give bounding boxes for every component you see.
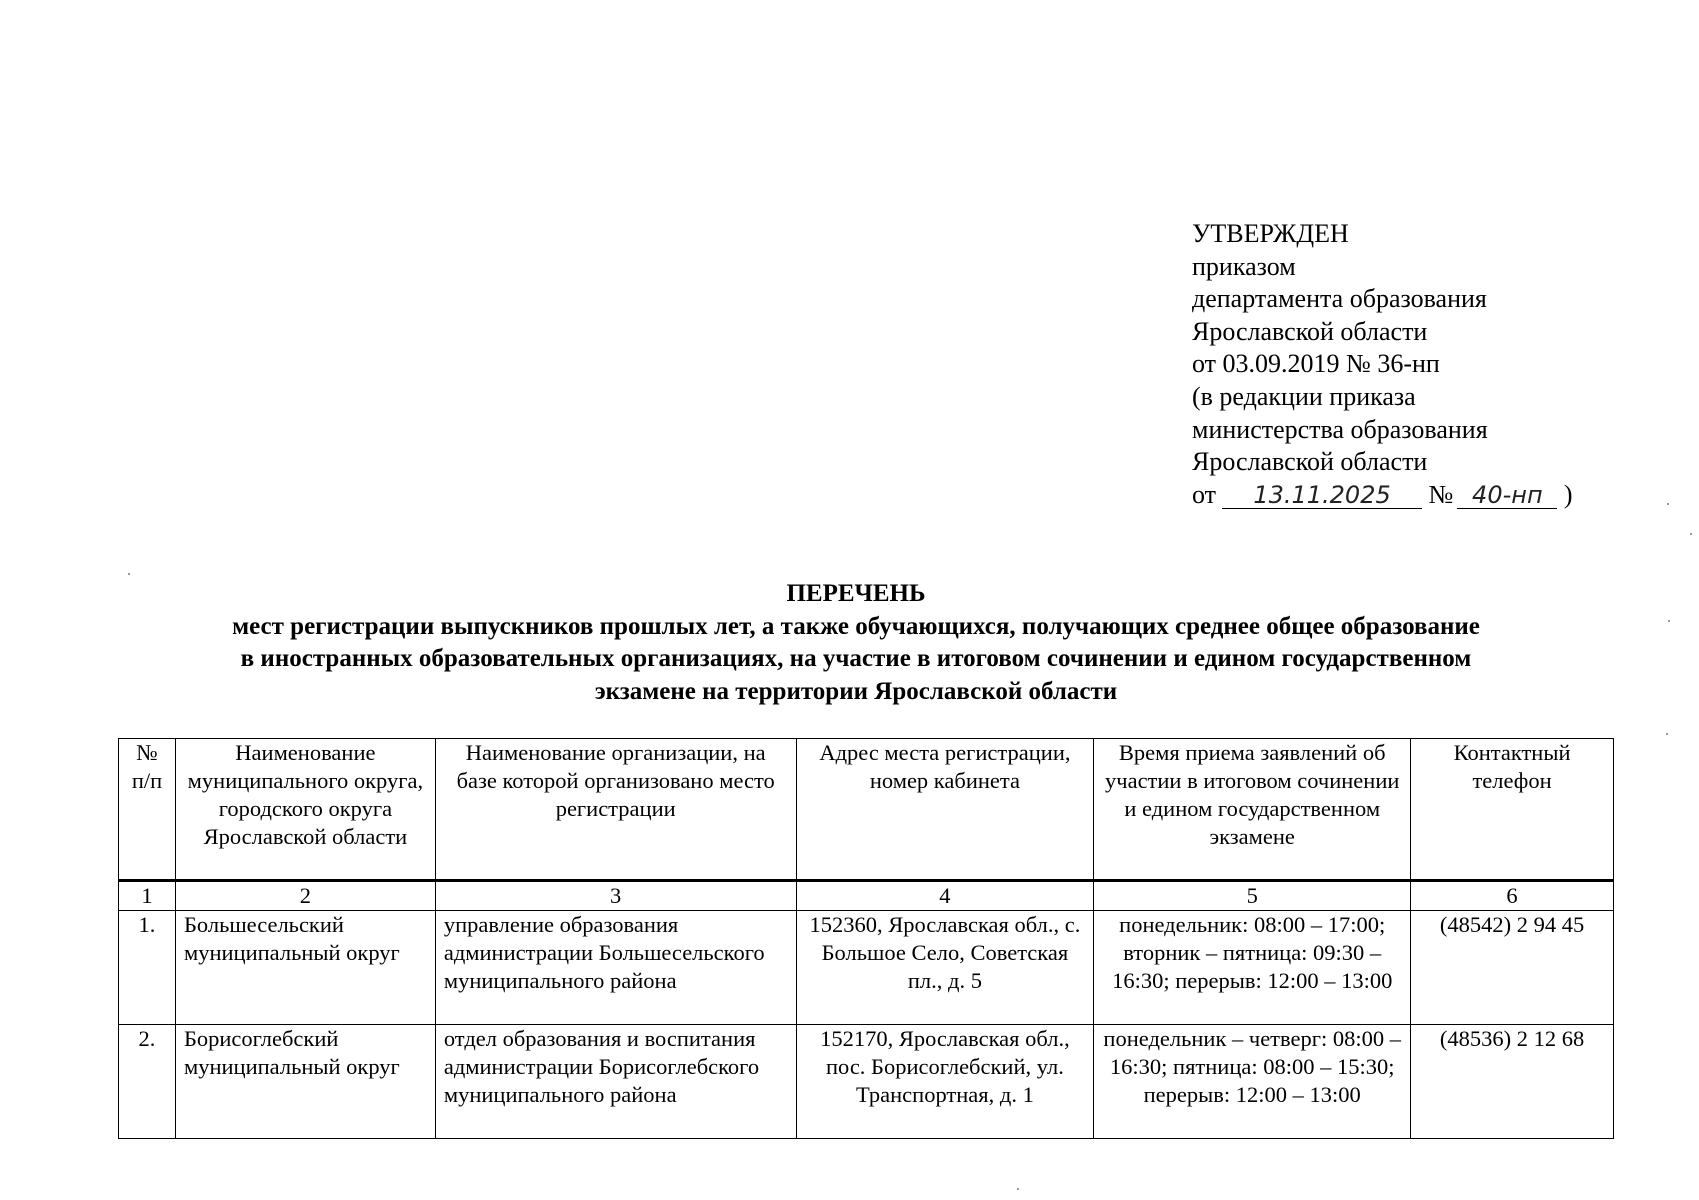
phone-cell: (48536) 2 12 68 (1411, 1025, 1614, 1139)
organization-cell: отдел образования и воспитания администрации Борисоглебского муниципального района (435, 1025, 796, 1139)
organization-cell: управление образования администрации Большесельского муниципального района (435, 911, 796, 1025)
title-heading: ПЕРЕЧЕНЬ (786, 580, 926, 607)
handwritten-date: 13.11.2025 (1222, 482, 1422, 509)
title-line: в иностранных образовательных организациях, на участие в итоговом сочинении и едином государственном (240, 645, 1472, 672)
column-number-row (119, 881, 1614, 911)
column-header: № п/п (119, 739, 176, 881)
registration-table (118, 738, 1614, 1139)
column-number: 2 (175, 881, 435, 911)
document-title (100, 578, 1612, 708)
hours-cell: понедельник: 08:00 – 17:00; вторник – пятница: 09:30 – 16:30; перерыв: 12:00 – 13:00 (1094, 911, 1411, 1025)
title-line: экзамене на территории Ярославской области (594, 677, 1118, 705)
table-header-row (119, 739, 1614, 881)
column-number: 1 (119, 881, 176, 911)
approval-line: приказом (1192, 251, 1296, 281)
scan-speck (1667, 503, 1669, 505)
approval-line: министерства образования (1192, 414, 1488, 444)
column-number: 3 (435, 881, 796, 911)
district-cell: Большесельский муниципальный округ (175, 911, 435, 1025)
column-number: 4 (796, 881, 1094, 911)
hours-cell: понедельник – четверг: 08:00 – 16:30; пятница: 08:00 – 15:30; перерыв: 12:00 – 13:00 (1094, 1025, 1411, 1139)
handwritten-number: 40-нп (1457, 482, 1557, 509)
scan-speck (1666, 733, 1668, 735)
scan-speck (1690, 533, 1692, 535)
table-row (119, 911, 1614, 1025)
approval-stamp (1192, 218, 1573, 511)
title-line: мест регистрации выпускников прошлых лет, а также обучающихся, получающих среднее общее образование (232, 612, 1480, 640)
address-cell: 152360, Ярославская обл., с. Большое Село, Советская пл., д. 5 (796, 911, 1094, 1025)
address-cell: 152170, Ярославская обл., пос. Борисоглебский, ул. Транспортная, д. 1 (796, 1025, 1094, 1139)
approval-date-line (1192, 479, 1573, 512)
scan-speck (1668, 620, 1670, 622)
column-number: 5 (1094, 881, 1411, 911)
row-number: 1. (119, 911, 176, 1025)
column-header: Контактный телефон (1411, 739, 1614, 881)
approval-line: Ярославской области (1192, 447, 1428, 477)
scan-speck (128, 573, 130, 575)
column-header: Наименование организации, на базе которой организовано место регистрации (435, 739, 796, 881)
phone-cell: (48542) 2 94 45 (1411, 911, 1614, 1025)
from-label: от (1192, 479, 1217, 509)
approval-line: департамента образования (1192, 284, 1487, 314)
approval-line: от 03.09.2019 № 36-нп (1192, 349, 1440, 379)
number-label: № (1428, 479, 1454, 509)
approval-line: УТВЕРЖДЕН (1192, 219, 1349, 248)
closing-paren: ) (1563, 479, 1573, 509)
district-cell: Борисоглебский муниципальный округ (175, 1025, 435, 1139)
column-number: 6 (1411, 881, 1614, 911)
row-number: 2. (119, 1025, 176, 1139)
table-row (119, 1025, 1614, 1139)
approval-line: Ярославской области (1192, 316, 1428, 346)
column-header: Адрес места регистрации, номер кабинета (796, 739, 1094, 881)
column-header: Время приема заявлений об участии в итоговом сочинении и едином государственном экзамене (1094, 739, 1411, 881)
column-header: Наименование муниципального округа, городского округа Ярославской области (175, 739, 435, 881)
scan-speck (1017, 1188, 1019, 1190)
approval-line: (в редакции приказа (1192, 381, 1416, 411)
